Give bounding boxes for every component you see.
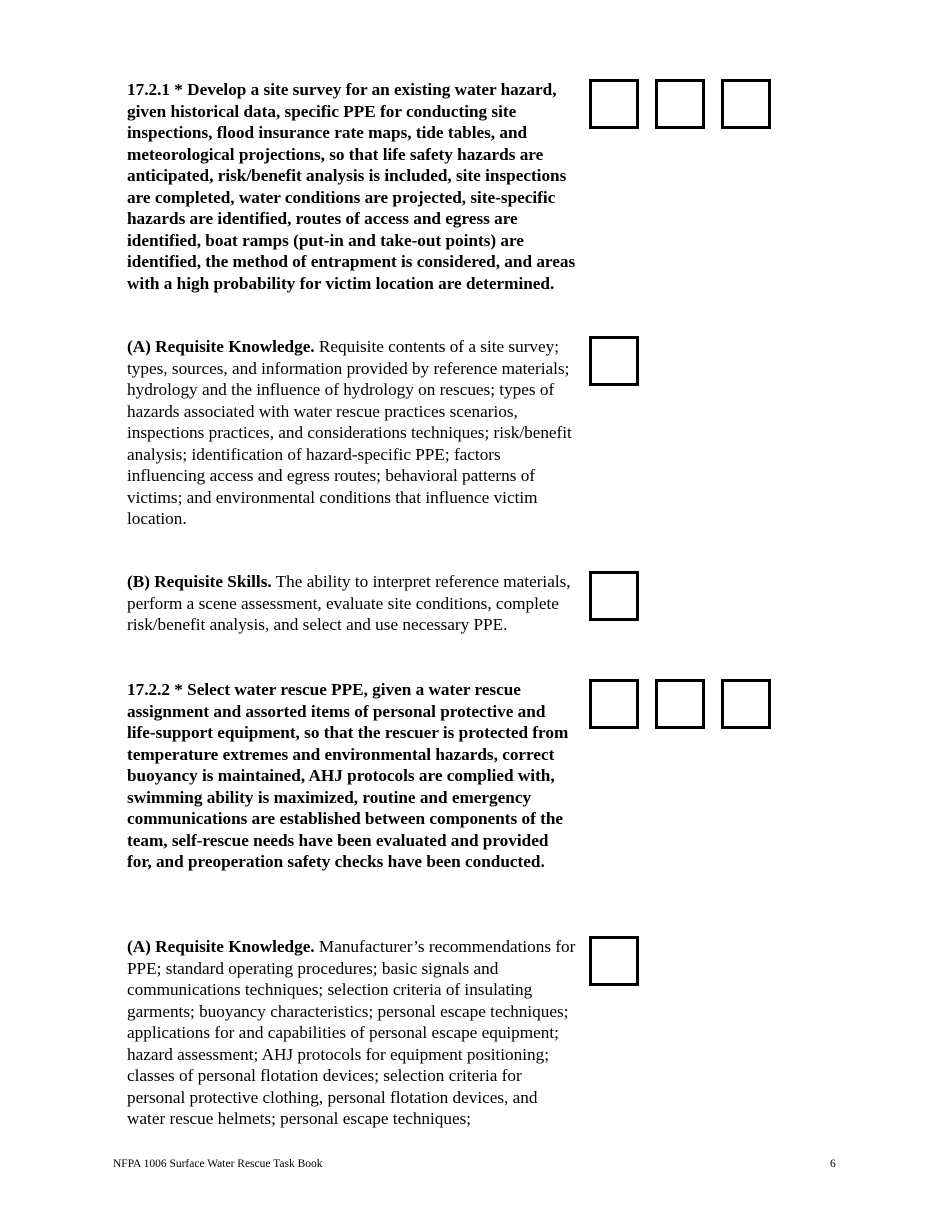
section-text: 17.2.1 * Develop a site survey for an existing water hazard, given historical data, specific PPE for conducting site inspections, flood insurance rate maps, tide tables, and meteorological projections, so that life safety hazards are anticipated, risk/benefit analysis is included, site inspections are completed, water conditions are projected, site-specific hazards are identified, routes of access and egress are identified, boat ramps (put-in and take-out points) are identified, the method of entrapment is considered, and areas with a high probability for victim location are determined. [127, 80, 576, 293]
section-heading: (A) Requisite Knowledge. [127, 937, 315, 956]
section-text: Manufacturer’s recommendations for PPE; standard operating procedures; basic signals and communications techniques; selection criteria of insulating garments; buoyancy characteristics; personal escape techniques; applications for and capabilities of personal escape equipment; hazard assessment; AHJ protocols for equipment positioning; classes of personal flotation devices; selection criteria for personal protective clothing, personal flotation devices, and water rescue helmets; personal escape techniques; [127, 937, 576, 1128]
signoff-checkbox[interactable] [721, 679, 771, 729]
section-text: The ability to interpret reference materials, perform a scene assessment, evaluate site conditions, complete risk/benefit analysis, and select and use necessary PPE. [127, 572, 571, 634]
section-17-2-1-requisite-knowledge [127, 336, 577, 530]
signoff-boxes-17-2-1 [589, 79, 771, 129]
signoff-checkbox[interactable] [589, 571, 639, 621]
section-heading: (B) Requisite Skills. [127, 572, 272, 591]
section-17-2-1-requisite-skills [127, 571, 577, 636]
signoff-boxes-17-2-2 [589, 679, 771, 729]
section-text: 17.2.2 * Select water rescue PPE, given a water rescue assignment and assorted items of personal protective and life-support equipment, so that the rescuer is protected from temperature extremes and environmental hazards, correct buoyancy is maintained, AHJ protocols are complied with, swimming ability is maximized, routine and emergency communications are established between components of the team, self-rescue needs have been evaluated and provided for, and preoperation safety checks have been conducted. [127, 680, 569, 871]
page-number: 6 [830, 1158, 836, 1170]
section-17-2-2 [127, 679, 577, 873]
signoff-boxes-17-2-2-a [589, 936, 639, 986]
footer-title: NFPA 1006 Surface Water Rescue Task Book [113, 1158, 323, 1170]
signoff-checkbox[interactable] [721, 79, 771, 129]
signoff-checkbox[interactable] [655, 79, 705, 129]
signoff-checkbox[interactable] [589, 336, 639, 386]
signoff-checkbox[interactable] [589, 679, 639, 729]
section-17-2-1 [127, 79, 577, 294]
signoff-checkbox[interactable] [655, 679, 705, 729]
section-text: Requisite contents of a site survey; types, sources, and information provided by reference materials; hydrology and the influence of hydrology on rescues; types of hazards associated with water rescue practices scenarios, inspections practices, and considerations techniques; risk/benefit analysis; identification of hazard-specific PPE; factors influencing access and egress routes; behavioral patterns of victims; and environmental conditions that influence victim location. [127, 337, 572, 528]
signoff-boxes-17-2-1-a [589, 336, 639, 386]
section-heading: (A) Requisite Knowledge. [127, 337, 315, 356]
signoff-checkbox[interactable] [589, 79, 639, 129]
signoff-checkbox[interactable] [589, 936, 639, 986]
section-17-2-2-requisite-knowledge [127, 936, 577, 1130]
signoff-boxes-17-2-1-b [589, 571, 639, 621]
